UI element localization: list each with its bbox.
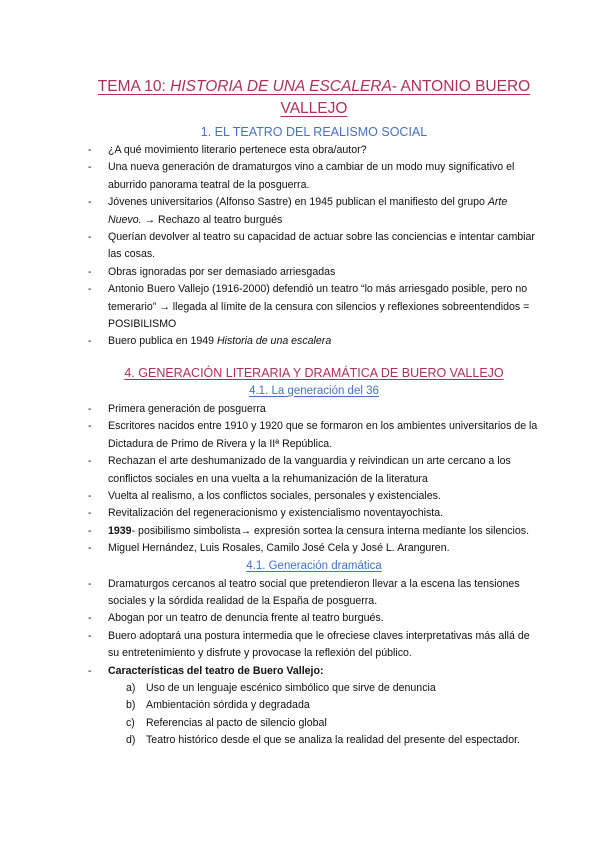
- section-1-heading: 1. EL TEATRO DEL REALISMO SOCIAL: [200, 125, 428, 139]
- subsection-4-1-list: [88, 401, 540, 558]
- list-item-text: Referencias al pacto de silencio global: [146, 716, 327, 729]
- list-item: - Rechazan el arte deshumanizado de la vanguardia y reivindican un arte cercano a los conflictos sociales en una vuelta a la rehumanización de la literatura: [88, 453, 540, 488]
- list-item: [126, 715, 540, 732]
- list-item: [126, 680, 540, 697]
- list-item: [88, 523, 540, 540]
- list-item: - Miguel Hernández, Luis Rosales, Camilo José Cela y José L. Aranguren.: [88, 540, 540, 557]
- list-item-text: → Rechazo al teatro burgués: [141, 213, 283, 226]
- title-prefix: TEMA 10:: [97, 78, 171, 95]
- list-item-text: Uso de un lenguaje escénico simbólico que sirve de denuncia: [146, 681, 436, 694]
- list-item-italic: Arte Nuevo.: [108, 196, 508, 226]
- list-marker: b): [126, 699, 136, 712]
- list-marker: c): [126, 716, 135, 729]
- list-item: - Obras ignoradas por ser demasiado arriesgadas: [88, 264, 540, 281]
- list-item-bold: 1939: [108, 524, 132, 537]
- section-1-list: [88, 142, 540, 351]
- characteristics-heading: Características del teatro de Buero Vallejo:: [108, 664, 324, 677]
- list-item-text: - posibilismo simbolista→ expresión sortea la censura interna mediante los silencios.: [131, 524, 530, 537]
- list-item-text: Teatro histórico desde el que se analiza la realidad del presente del espectador.: [146, 734, 520, 747]
- list-item: [126, 697, 540, 714]
- list-item: [88, 333, 540, 350]
- list-item: - Abogan por un teatro de denuncia frente al teatro burgués.: [88, 610, 540, 627]
- list-item: [88, 194, 540, 229]
- subsection-4-1-heading: 4.1. La generación del 36: [249, 384, 379, 397]
- list-item: - Vuelta al realismo, a los conflictos sociales, personales y existenciales.: [88, 488, 540, 505]
- list-item: [88, 663, 540, 750]
- subsection-4-1b-heading: 4.1. Generación dramática: [246, 559, 382, 572]
- list-item-text: Buero publica en 1949: [108, 335, 217, 348]
- list-item: - Dramaturgos cercanos al teatro social que pretendieron llevar a la escena las tensiones sociales y la sórdida realidad de la España de posguerra.: [88, 576, 540, 611]
- list-marker: a): [126, 681, 136, 694]
- list-item: - Antonio Buero Vallejo (1916-2000) defendió un teatro “lo más arriesgado posible, pero no temerario” → llegada al límite de la censura con silencios y reflexiones sobreentendidos = POSIBILISMO: [88, 281, 540, 333]
- section-4-heading: 4. GENERACIÓN LITERARIA Y DRAMÁTICA DE BUERO VALLEJO: [124, 365, 504, 380]
- list-item: - Revitalización del regeneracionismo y existencialismo noventayochista.: [88, 505, 540, 522]
- list-item: - Buero adoptará una postura intermedia que le ofreciese claves interpretativas más allá de su entretenimiento y disfrute y provocase la reflexión del público.: [88, 628, 540, 663]
- list-item: - Una nueva generación de dramaturgos vino a cambiar de un modo muy significativo el aburrido panorama teatral de la posguerra.: [88, 159, 540, 194]
- list-marker: d): [126, 734, 136, 747]
- list-item-text: Jóvenes universitarios (Alfonso Sastre) en 1945 publican el manifiesto del grupo: [108, 196, 488, 209]
- subsection-4-1b-list: [88, 576, 540, 750]
- list-item: - Escritores nacidos entre 1910 y 1920 que se formaron en los ambientes universitarios de la Dictadura de Primo de Rivera y la IIª República.: [88, 418, 540, 453]
- characteristics-list: [108, 680, 540, 750]
- title-author: - ANTONIO BUERO VALLEJO: [280, 78, 531, 117]
- list-item: - Querían devolver al teatro su capacidad de actuar sobre las conciencias e intentar cambiar las cosas.: [88, 229, 540, 264]
- title-work: HISTORIA DE UNA ESCALERA: [170, 78, 392, 95]
- document-title: [88, 76, 540, 120]
- list-item: [126, 732, 540, 749]
- list-item: - Primera generación de posguerra: [88, 401, 540, 418]
- list-item-text: Ambientación sórdida y degradada: [146, 699, 310, 712]
- list-item-italic: Historia de una escalera: [216, 335, 332, 348]
- list-item: - ¿A qué movimiento literario pertenece esta obra/autor?: [88, 142, 540, 159]
